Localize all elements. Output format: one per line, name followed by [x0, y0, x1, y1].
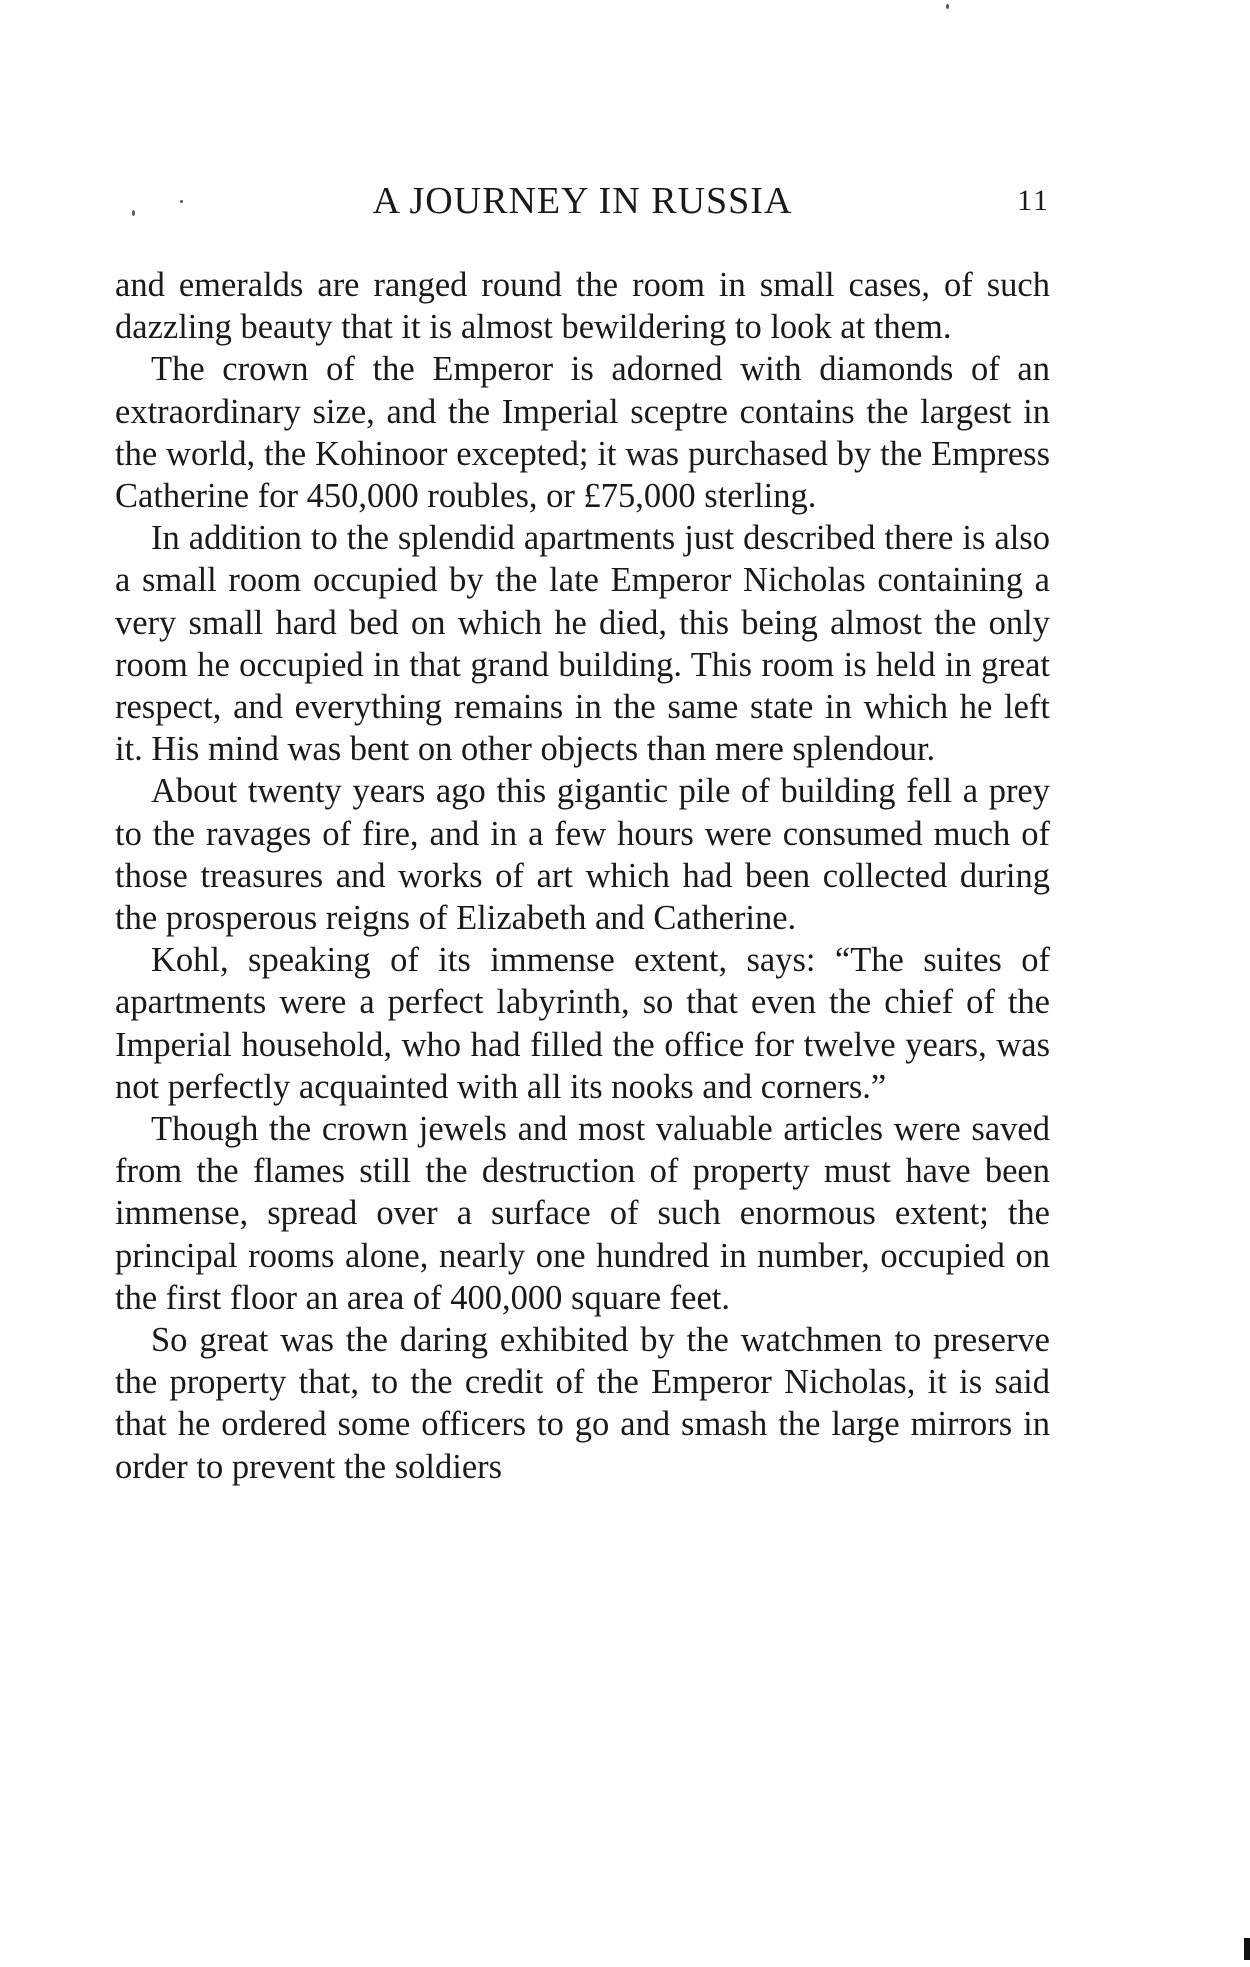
scan-speck [946, 4, 949, 9]
page-header [115, 176, 1050, 226]
paragraph: The crown of the Emperor is adorned with diamonds of an extraordinary size, and the Imperial sceptre contains the largest in the world, the Kohinoor excepted; it was purchased by the Empress Catherine for 450,000 roubles, or £75,000 sterling. [115, 350, 1050, 516]
paragraph: Kohl, speaking of its immense extent, says: “The suites of apartments were a perfect labyrinth, so that even the chief of the Imperial household, who had filled the office for twelve years, was not perfectly acquainted with all its nooks and corners.” [115, 941, 1050, 1106]
paragraph: About twenty years ago this gigantic pile of building fell a prey to the ravages of fire, and in a few hours were consumed much of those treasures and works of art which had been collected during the prosperous reigns of Elizabeth and Catherine. [115, 772, 1050, 938]
paragraph: Though the crown jewels and most valuable articles were saved from the flames still the destruction of property must have been immense, spread over a surface of such enormous extent; the principal rooms alone, nearly one hundred in number, occupied on the first floor an area of 400,000 square feet. [115, 1110, 1050, 1317]
body-text [115, 264, 1050, 1488]
paragraph: So great was the daring exhibited by the watchmen to preserve the property that, to the credit of the Emperor Nicholas, it is said that he ordered some officers to go and smash the large mirrors in order to prevent the soldiers [115, 1321, 1050, 1486]
running-title: A JOURNEY IN RUSSIA [372, 180, 793, 222]
paragraph: In addition to the splendid apartments just described there is also a small room occupied by the late Emperor Nicholas containing a very small hard bed on which he died, this being almost the only room he occupied in that grand building. This room is held in great respect, and everything remains in the same state in which he left it. His mind was bent on other objects than mere splendour. [115, 519, 1050, 769]
scan-edge-mark [1244, 1938, 1250, 1960]
paragraph: and emeralds are ranged round the room in small cases, of such dazzling beauty that it is almost bewildering to look at them. [115, 266, 1050, 347]
page-number: 11 [1017, 184, 1050, 217]
